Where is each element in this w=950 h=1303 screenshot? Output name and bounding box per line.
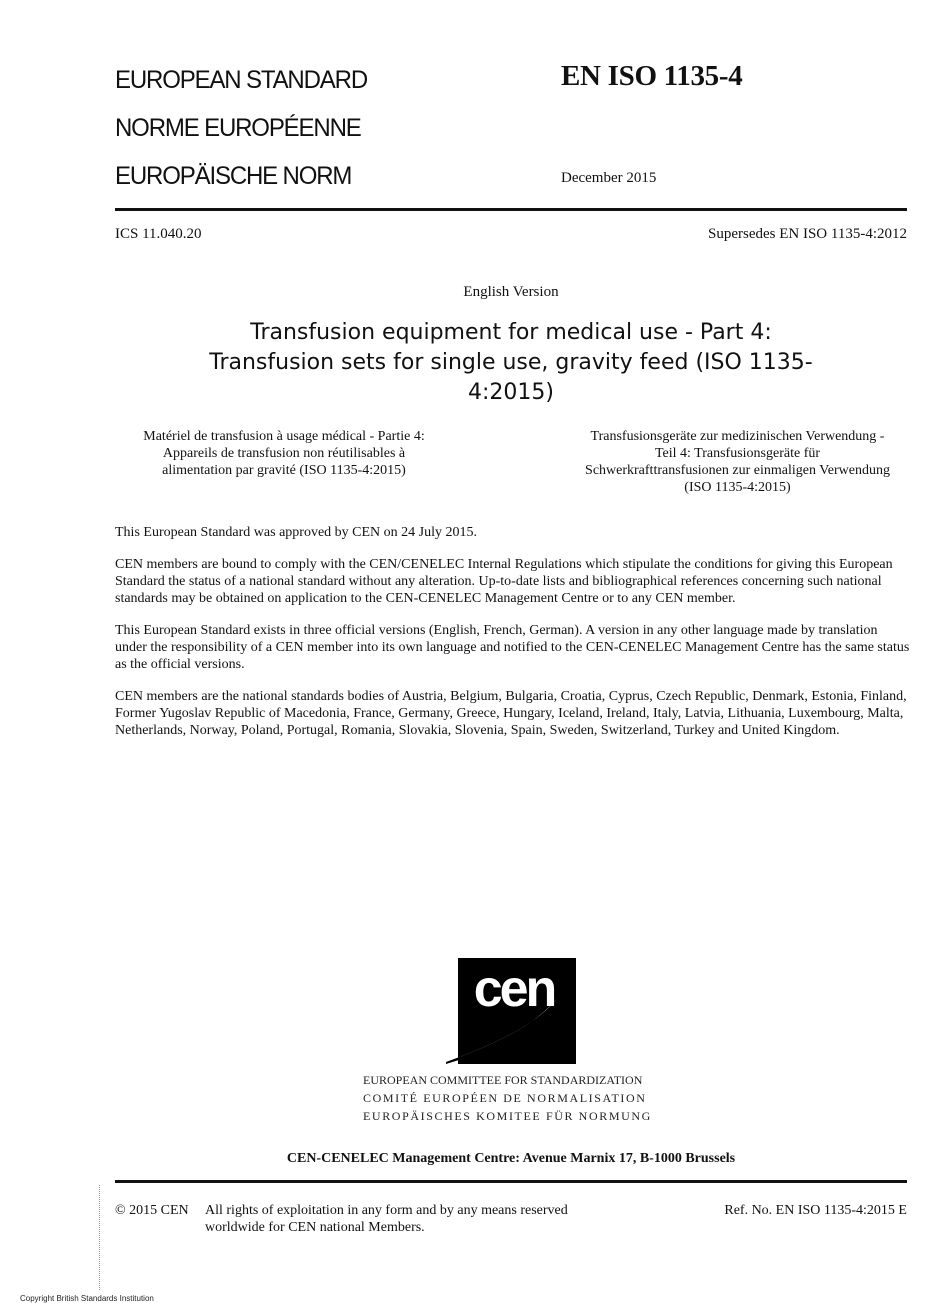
committee-de: EUROPÄISCHES KOMITEE FÜR NORMUNG (363, 1109, 652, 1123)
versions-paragraph: This European Standard exists in three official versions (English, French, German). A version in any other language made by translation under the responsibility of a CEN member into its own language and notified to the CEN-CENELEC Management Centre has the same status as the official versions. (115, 623, 910, 672)
body-text (115, 524, 910, 754)
french-title-line: Matériel de transfusion à usage médical - Partie 4: (143, 429, 425, 444)
copyright-notice: © 2015 CEN (115, 1203, 189, 1218)
reference-number: Ref. No. EN ISO 1135-4:2015 E (724, 1203, 907, 1218)
committee-names (363, 1071, 652, 1125)
header-divider (115, 208, 907, 211)
document-title-line: 4:2015) (468, 380, 554, 405)
cen-logo-graphic (446, 958, 578, 1064)
german-title-line: Teil 4: Transfusionsgeräte für (654, 446, 821, 461)
approval-paragraph: This European Standard was approved by CEN on 24 July 2015. (115, 525, 477, 540)
management-centre-address: CEN-CENELEC Management Centre: Avenue Marnix 17, B-1000 Brussels (286, 1151, 736, 1166)
cen-logo-text: cen (473, 960, 555, 1018)
cen-logo (446, 958, 578, 1064)
document-title-line: Transfusion sets for single use, gravity feed (ISO 1135- (209, 350, 813, 375)
rights-line: worldwide for CEN national Members. (205, 1220, 425, 1235)
standard-title-fr: NORME EUROPÉENNE (115, 114, 361, 142)
supersedes-note: Supersedes EN ISO 1135-4:2012 (707, 226, 907, 242)
committee-fr: COMITÉ EUROPÉEN DE NORMALISATION (363, 1091, 647, 1105)
german-title (560, 428, 915, 496)
version-label: English Version (463, 284, 559, 300)
side-watermark-line (99, 1185, 100, 1290)
document-title (115, 318, 907, 408)
members-paragraph: CEN members are the national standards bodies of Austria, Belgium, Bulgaria, Croatia, Cyprus, Czech Republic, Denmark, Estonia, Finland, Former Yugoslav Republic of Macedonia, France, Germany, Greece, Hungary, Iceland, Ireland, Italy, Latvia, Lithuania, Luxembourg, Malta, Netherlands, Norway, Poland, Portugal, Romania, Slovakia, Slovenia, Spain, Sweden, Switzerland, Turkey and United Kingdom. (115, 689, 907, 738)
german-title-line: (ISO 1135-4:2015) (684, 480, 791, 495)
document-number: EN ISO 1135-4 (561, 60, 743, 92)
committee-en: EUROPEAN COMMITTEE FOR STANDARDIZATION (363, 1073, 643, 1087)
standard-title-de: EUROPÄISCHE NORM (115, 162, 352, 190)
french-title (115, 428, 453, 479)
rights-line: All rights of exploitation in any form and by any means reserved (205, 1203, 568, 1218)
bsi-copyright: Copyright British Standards Institution (20, 1294, 154, 1303)
ics-code: ICS 11.040.20 (115, 226, 202, 242)
publication-date: December 2015 (561, 170, 657, 186)
standard-title-en: EUROPEAN STANDARD (115, 66, 368, 94)
rights-statement (205, 1202, 568, 1236)
german-title-line: Transfusionsgeräte zur medizinischen Verwendung - (590, 429, 885, 444)
compliance-paragraph: CEN members are bound to comply with the CEN/CENELEC Internal Regulations which stipulate the conditions for giving this European Standard the status of a national standard without any alteration. Up-to-date lists and bibliographical references concerning such national standards may be obtained on application to the CEN-CENELEC Management Centre or to any CEN member. (115, 557, 893, 606)
german-title-line: Schwerkrafttransfusionen zur einmaligen Verwendung (585, 463, 890, 478)
document-title-line: Transfusion equipment for medical use - Part 4: (250, 320, 772, 345)
footer-divider (115, 1180, 907, 1183)
french-title-line: alimentation par gravité (ISO 1135-4:2015) (162, 463, 406, 478)
french-title-line: Appareils de transfusion non réutilisables à (162, 446, 406, 461)
